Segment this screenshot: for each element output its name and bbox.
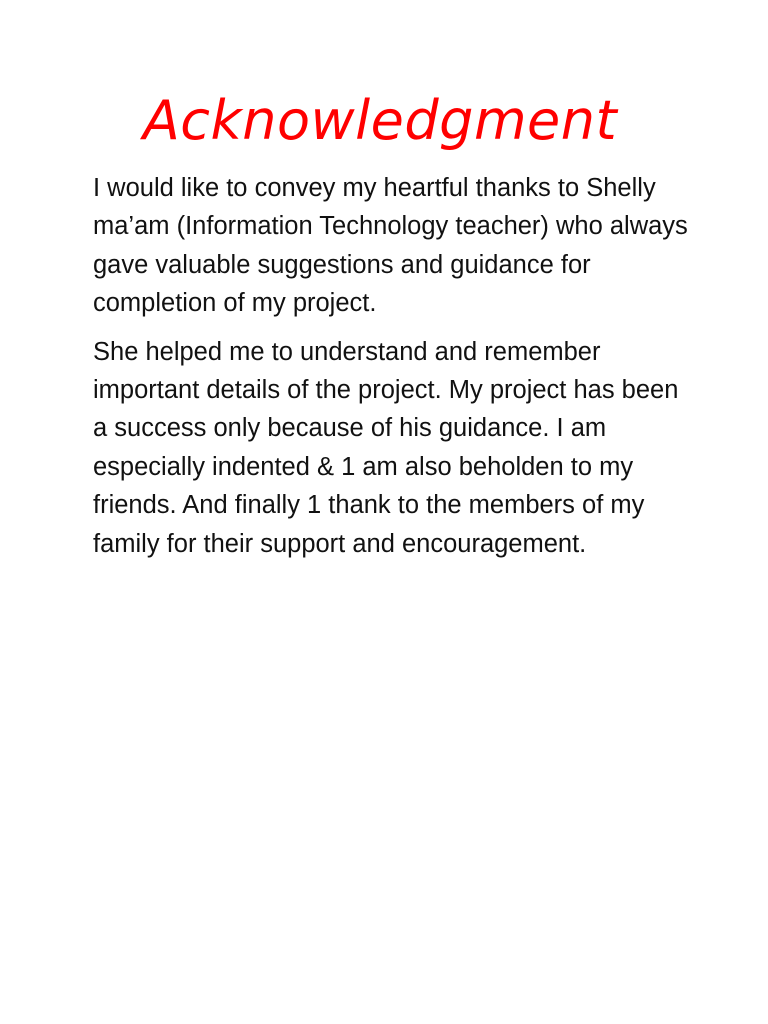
page-title: Acknowledgment	[142, 89, 618, 152]
document-body	[93, 169, 693, 563]
paragraph-thanks: I would like to convey my heartful thanks to Shelly ma’am (Information Technology teacher) who always gave valuable suggestions and guidance for completion of my project.	[93, 174, 688, 318]
paragraph-help: She helped me to understand and remember important details of the project. My project has been a success only because of his guidance. I am especially indented & 1 am also beholden to my friends. And finally 1 thank to the members of my family for their support and encouragement.	[93, 337, 679, 558]
